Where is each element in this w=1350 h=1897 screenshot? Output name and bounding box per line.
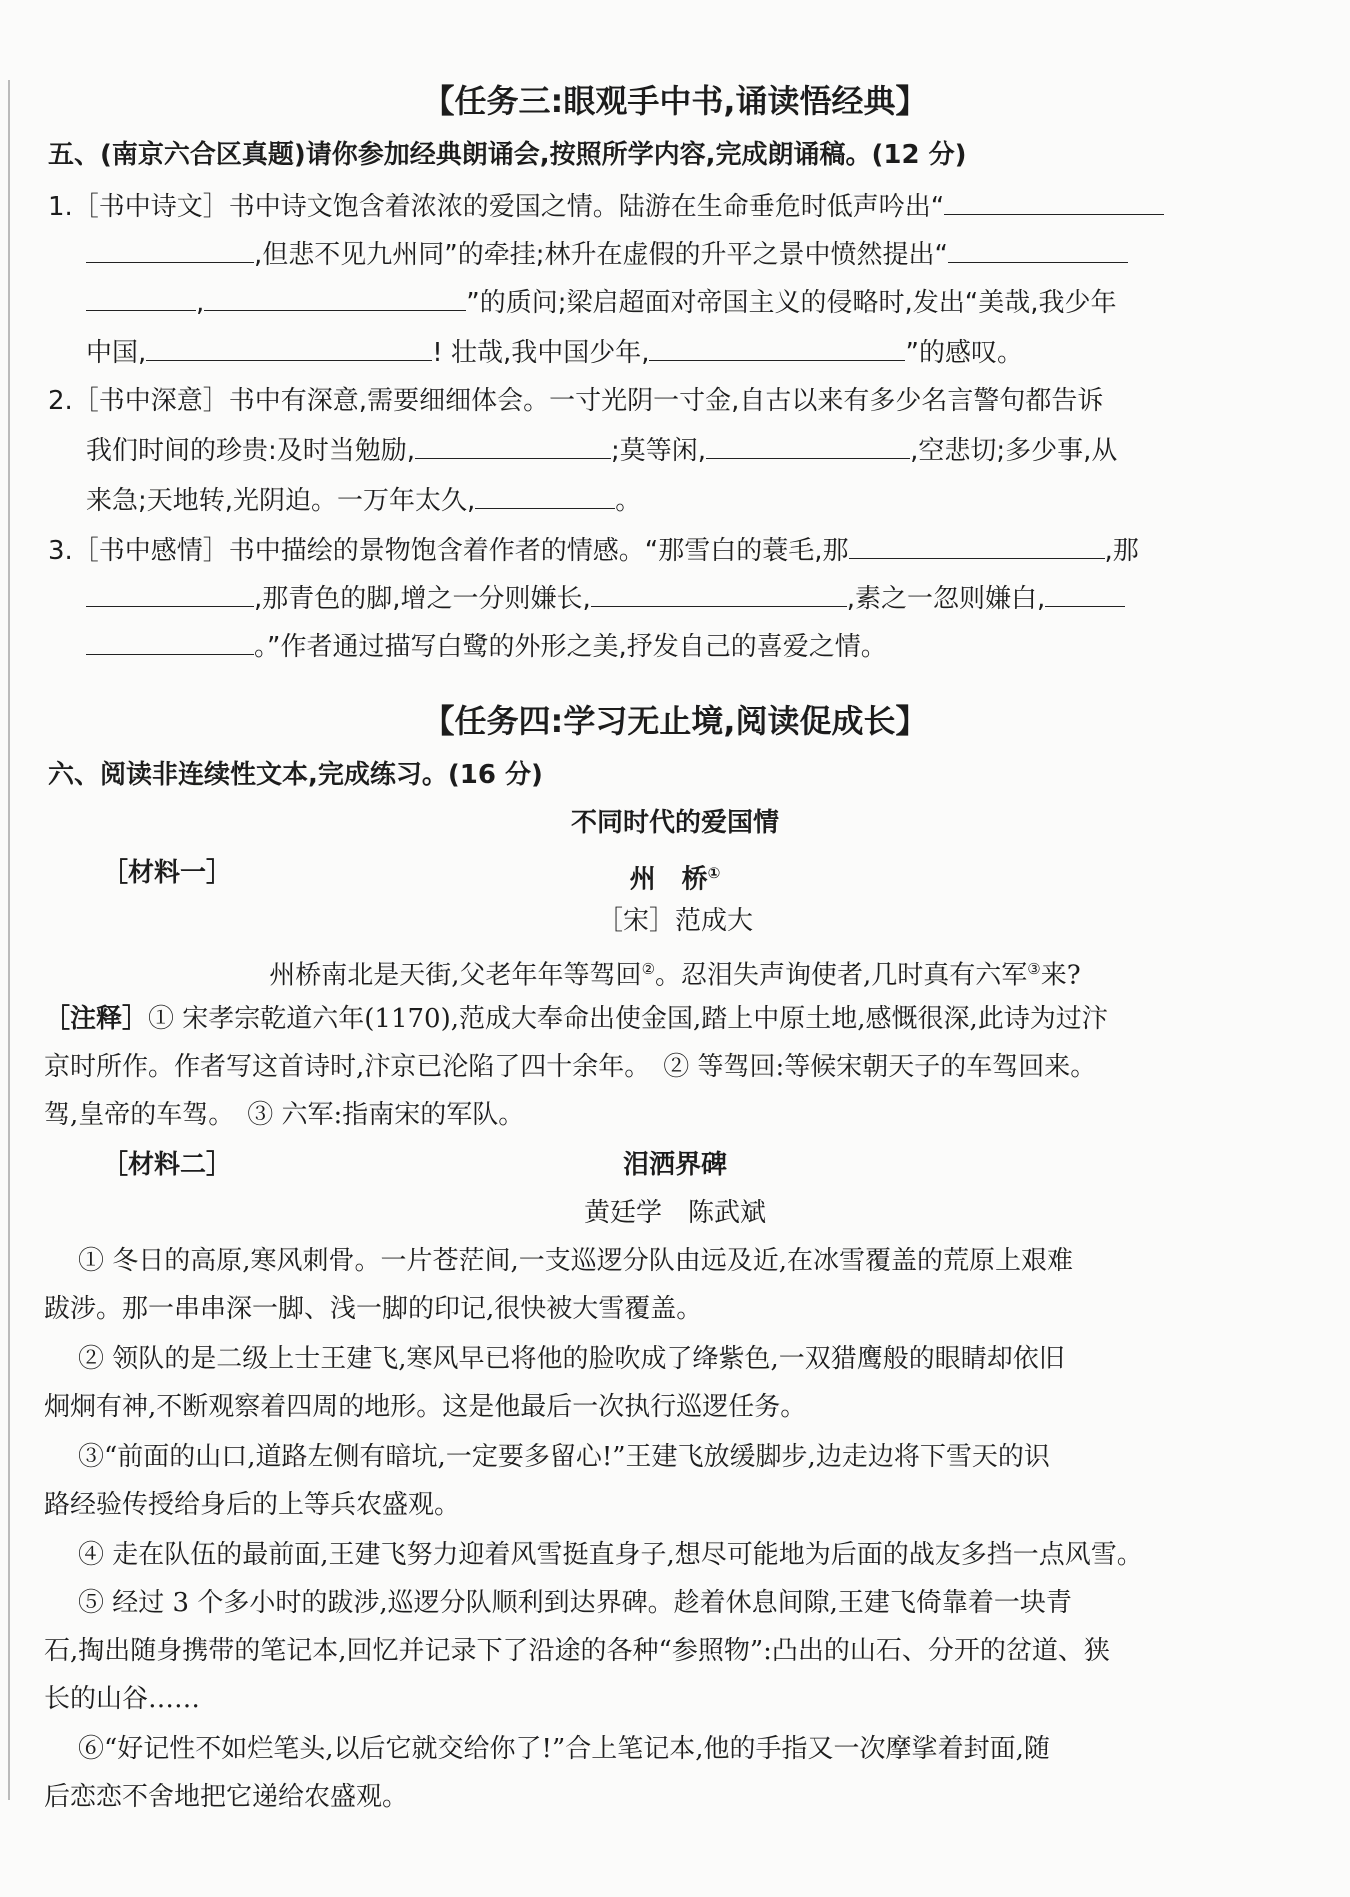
q5-item2-line3 <box>86 482 641 518</box>
q5-item1-text4c: ”的感叹。 <box>905 338 1023 368</box>
q5-item2-text3b: 。 <box>615 486 642 516</box>
q5-item1-text4a: 中国, <box>86 338 147 368</box>
q5-item3-text1a: 3.［书中感情］书中描绘的景物饱含着作者的情感。“那雪白的蓑毛,那 <box>48 536 849 566</box>
q5-item2-line1: 2.［书中深意］书中有深意,需要细细体会。一寸光阴一寸金,自古以来有多少名言警句都告诉 <box>48 386 1104 416</box>
notes-line3: 驾,皇帝的车驾。 ③ 六军:指南宋的军队。 <box>44 1100 525 1130</box>
q5-item1-line2 <box>86 236 1128 272</box>
answer-blank[interactable] <box>849 532 1105 559</box>
poem-note-3: ③ <box>1027 960 1041 978</box>
poem-text-b: 。忍泪失声询使者,几时真有六军 <box>655 960 1028 991</box>
q5-item2-text2b: ;莫等闲, <box>611 436 707 466</box>
para5-line2: 石,掏出随身携带的笔记本,回忆并记录下了沿途的各种“参照物”:凸出的山石、分开的岔道、狭 <box>44 1636 1110 1666</box>
answer-blank[interactable] <box>591 580 847 607</box>
para1-line2: 跋涉。那一串串深一脚、浅一脚的印记,很快被大雪覆盖。 <box>44 1294 703 1324</box>
poem-author: ［宋］范成大 <box>596 906 753 936</box>
answer-blank[interactable] <box>204 284 466 311</box>
poem-text-a: 州桥南北是天街,父老年年等驾回 <box>269 960 642 991</box>
task4-heading: 【任务四:学习无止境,阅读促成长】 <box>422 702 928 740</box>
answer-blank[interactable] <box>706 432 910 459</box>
task3-heading: 【任务三:眼观手中书,诵读悟经典】 <box>422 82 928 120</box>
q5-item1-text4b: ! 壮哉,我中国少年, <box>432 338 650 368</box>
q5-item1-line4 <box>86 334 1023 370</box>
q5-item3-text1b: ,那 <box>1104 536 1139 566</box>
poem-note-2: ② <box>641 960 656 978</box>
q5-item1-text1: 1.［书中诗文］书中诗文饱含着浓浓的爱国之情。陆游在生命垂危时低声吟出“ <box>48 192 945 222</box>
q5-item1-text2: ,但悲不见九州同”的牵挂;林升在虚假的升平之景中愤然提出“ <box>254 240 948 270</box>
para6-line1: ⑥“好记性不如烂笔头,以后它就交给你了!”合上笔记本,他的手指又一次摩挲着封面,随 <box>78 1734 1050 1764</box>
q5-item3-line2 <box>86 580 1125 616</box>
notes-line1 <box>44 1002 1108 1036</box>
q6-title: 六、阅读非连续性文本,完成练习。(16 分) <box>48 760 543 790</box>
answer-blank[interactable] <box>86 628 254 655</box>
margin-rule <box>8 80 10 1800</box>
para4-line1: ④ 走在队伍的最前面,王建飞努力迎着风雪挺直身子,想尽可能地为后面的战友多挡一点风雪。 <box>78 1540 1143 1570</box>
q5-item3-text2b: ,素之一忽则嫌白, <box>846 584 1046 614</box>
q5-item1-line3 <box>86 284 1117 320</box>
answer-blank[interactable] <box>415 432 611 459</box>
q5-item1-text3b: ”的质问;梁启超面对帝国主义的侵略时,发出“美哉,我少年 <box>466 288 1117 318</box>
answer-blank[interactable] <box>475 482 615 509</box>
material1-label: ［材料一］ <box>102 858 233 888</box>
para6-line2: 后恋恋不舍地把它递给农盛观。 <box>44 1782 409 1812</box>
answer-blank[interactable] <box>146 334 432 361</box>
q5-item2-text2a: 我们时间的珍贵:及时当勉励, <box>86 436 416 466</box>
material2-label: ［材料二］ <box>102 1150 233 1180</box>
para5-line1: ⑤ 经过 3 个多小时的跋涉,巡逻分队顺利到达界碑。趁着休息间隙,王建飞倚靠着一块青 <box>78 1588 1072 1618</box>
poem-title <box>0 856 1350 897</box>
q5-item3-text2a: ,那青色的脚,增之一分则嫌长, <box>254 584 591 614</box>
answer-blank[interactable] <box>86 580 254 607</box>
notes-text1: ① 宋孝宗乾道六年(1170),范成大奉命出使金国,踏上中原土地,感慨很深,此诗为过汴 <box>148 1004 1108 1034</box>
q6-main-title: 不同时代的爱国情 <box>570 808 779 838</box>
answer-blank[interactable] <box>86 236 254 263</box>
answer-blank[interactable] <box>948 236 1128 263</box>
para5-line3: 长的山谷…… <box>44 1684 201 1714</box>
para2-line2: 炯炯有神,不断观察着四周的地形。这是他最后一次执行巡逻任务。 <box>44 1392 807 1422</box>
q5-item1-line1 <box>48 188 1164 224</box>
para2-line1: ② 领队的是二级上士王建飞,寒风早已将他的脸吹成了绛紫色,一双猎鹰般的眼睛却依旧 <box>78 1344 1065 1374</box>
poem-title-note: ① <box>707 864 721 882</box>
q5-item3-line1 <box>48 532 1139 568</box>
q5-item3-line3 <box>86 628 887 664</box>
q5-title: 五、(南京六合区真题)请你参加经典朗诵会,按照所学内容,完成朗诵稿。(12 分) <box>48 140 967 170</box>
answer-blank[interactable] <box>649 334 905 361</box>
notes-label: ［注释］ <box>44 1004 149 1034</box>
poem-text-c: 来? <box>1040 960 1081 991</box>
q5-item1-text3a: , <box>196 288 205 318</box>
poem-title-text: 州 桥 <box>629 864 708 895</box>
answer-blank[interactable] <box>86 284 196 311</box>
notes-line2: 京时所作。作者写这首诗时,汴京已沦陷了四十余年。 ② 等驾回:等候宋朝天子的车驾回来。 <box>44 1052 1097 1082</box>
para3-line1: ③“前面的山口,道路左侧有暗坑,一定要多留心!”王建飞放缓脚步,边走边将下雪天的识 <box>78 1442 1050 1472</box>
para1-line1: ① 冬日的高原,寒风刺骨。一片苍茫间,一支巡逻分队由远及近,在冰雪覆盖的荒原上艰难 <box>78 1246 1074 1276</box>
q5-item2-text3a: 来急;天地转,光阴迫。一万年太久, <box>86 486 476 516</box>
q5-item2-line2 <box>86 432 1117 468</box>
answer-blank[interactable] <box>1045 580 1125 607</box>
q5-item3-text3: 。”作者通过描写白鹭的外形之美,抒发自己的喜爱之情。 <box>254 632 887 662</box>
q5-item2-text2c: ,空悲切;多少事,从 <box>910 436 1118 466</box>
para3-line2: 路经验传授给身后的上等兵农盛观。 <box>44 1490 461 1520</box>
answer-blank[interactable] <box>944 188 1164 215</box>
material2-title: 泪洒界碑 <box>622 1150 727 1180</box>
material2-authors: 黄廷学 陈武斌 <box>583 1198 766 1228</box>
poem-lines <box>0 952 1350 993</box>
